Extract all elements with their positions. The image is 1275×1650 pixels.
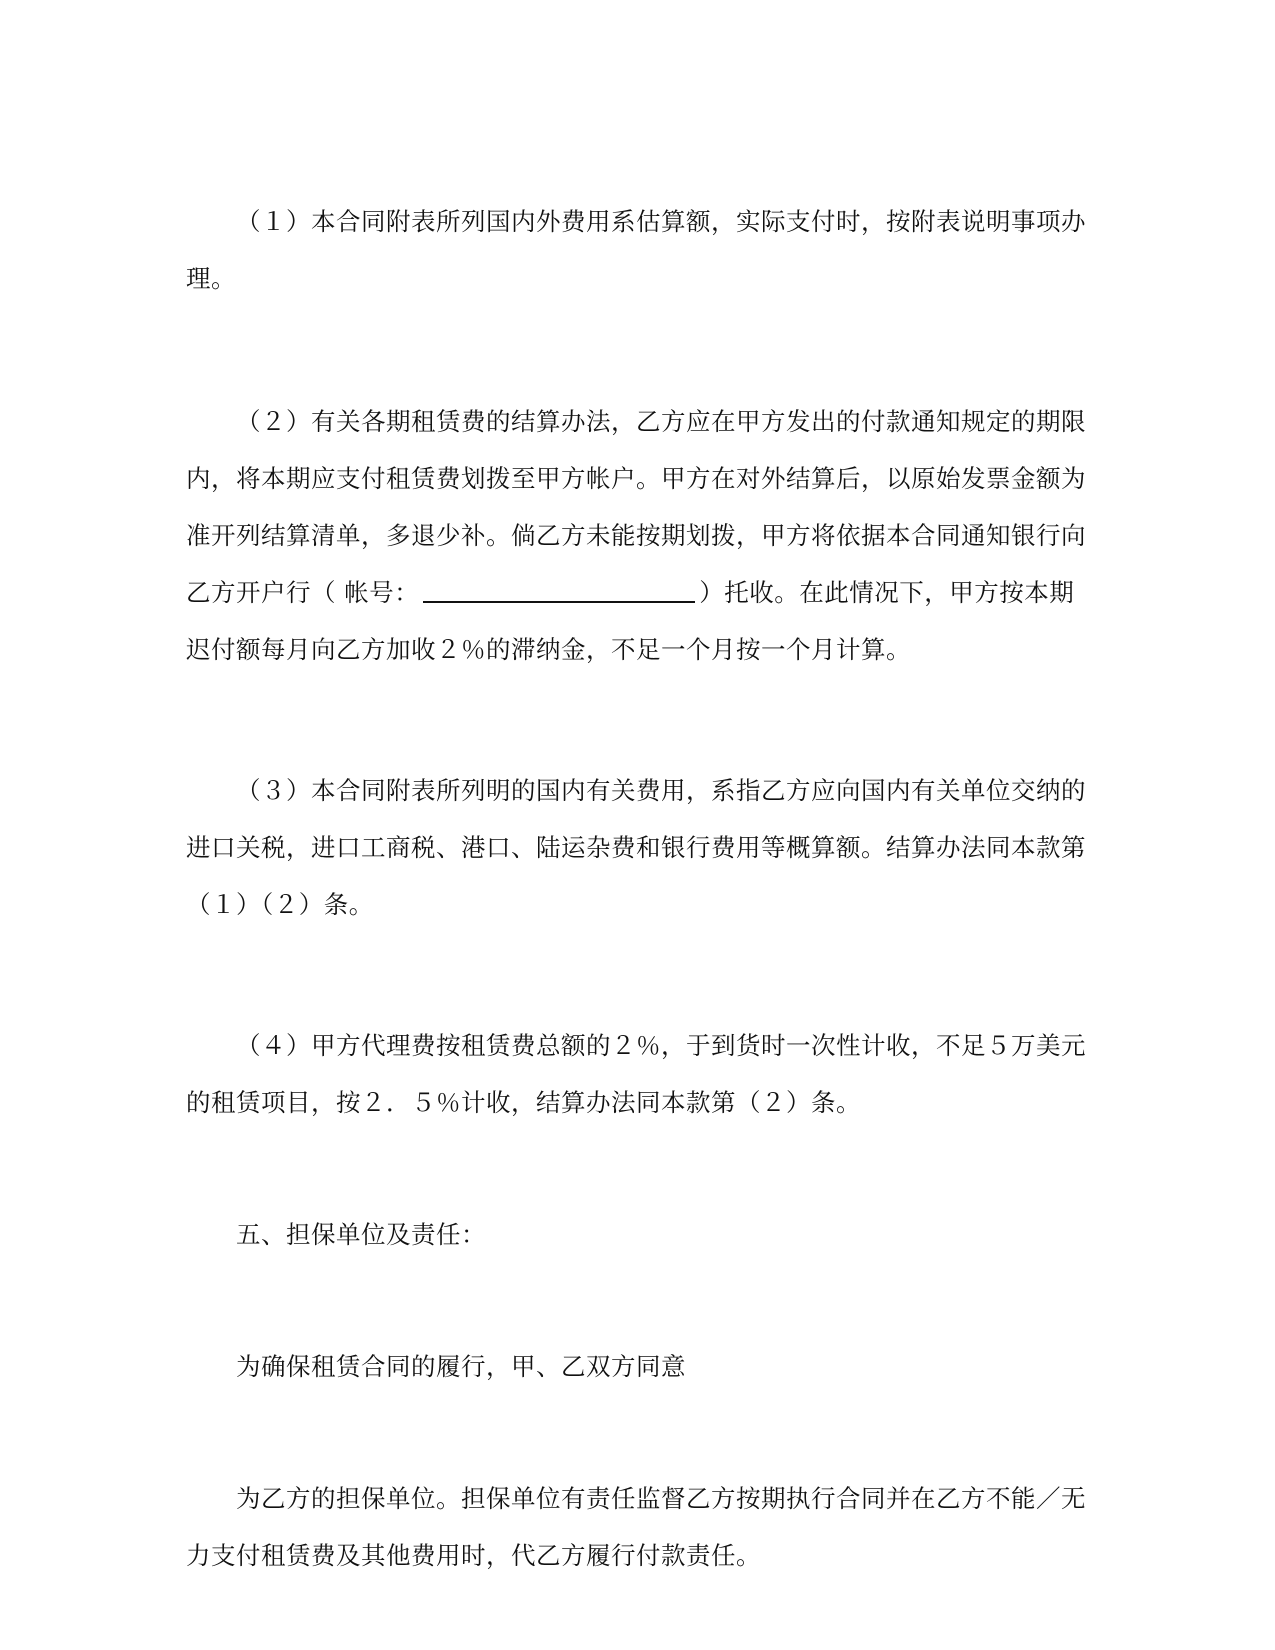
clause-4-2-text-start: （２）有关各期租赁费的结算办法，乙方应在甲方发出的付款通知规定的期限内，将本期应支付租赁费划拨至甲方帐户。甲方在对外结算后，以原始发票金额为准开列结算清单，多退少补。倘乙方未能按期划拨，甲方将依据本合同通知银行向乙方开户行（ 帐号： <box>186 407 1086 607</box>
section-5-heading: 五、担保单位及责任： <box>236 1220 486 1249</box>
clause-4-2 <box>186 393 1091 678</box>
document-body <box>186 193 1091 1584</box>
clause-4-3: （３）本合同附表所列明的国内有关费用，系指乙方应向国内有关单位交纳的进口关税，进口工商税、港口、陆运杂费和银行费用等概算额。结算办法同本款第（１）（２）条。 <box>186 776 1086 919</box>
guarantee-intro: 为确保租赁合同的履行，甲、乙双方同意 <box>236 1352 686 1381</box>
clause-4-4: （４）甲方代理费按租赁费总额的２％，于到货时一次性计收，不足５万美元的租赁项目，按２．５％计收，结算办法同本款第（２）条。 <box>186 1031 1086 1117</box>
clause-4-2-text-end: ）托收。在此情况下，甲方按本期迟付额每月向乙方加收２％的滞纳金，不足一个月按一个月计算。 <box>186 578 1075 664</box>
clause-4-1: （１）本合同附表所列国内外费用系估算额，实际支付时，按附表说明事项办理。 <box>186 207 1086 293</box>
account-number-blank <box>423 575 695 603</box>
guarantee-responsibility: 为乙方的担保单位。担保单位有责任监督乙方按期执行合同并在乙方不能／无力支付租赁费及其他费用时，代乙方履行付款责任。 <box>186 1484 1086 1570</box>
